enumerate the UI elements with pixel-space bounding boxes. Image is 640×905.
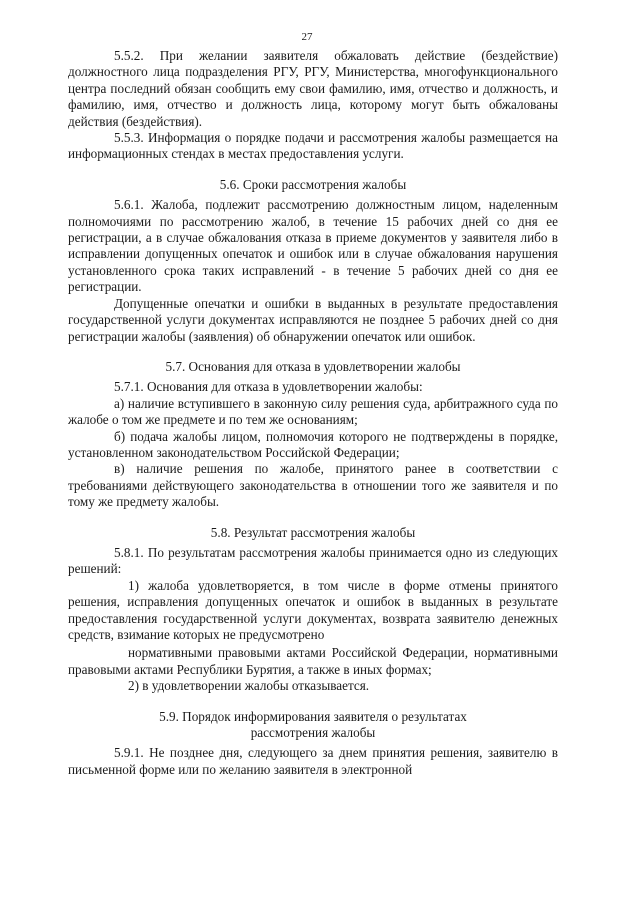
heading-5-6: 5.6. Сроки рассмотрения жалобы xyxy=(219,176,407,192)
list-item-5-7-v: в) наличие решения по жалобе, принятого ранее в соответствии с требованиями действующего законодательства в отношении того же заявителя и по тому же предмету жалобы. xyxy=(68,461,558,510)
heading-5-8: 5.8. Результат рассмотрения жалобы xyxy=(210,524,416,540)
document-page xyxy=(68,30,558,778)
heading-5-7: 5.7. Основания для отказа в удовлетворении жалобы xyxy=(165,358,461,374)
paragraph-5-8-1: 5.8.1. По результатам рассмотрения жалобы принимается одно из следующих решений: xyxy=(68,544,558,577)
heading-5-9 xyxy=(68,709,558,742)
paragraph-5-6-1: 5.6.1. Жалоба, подлежит рассмотрению должностным лицом, наделенным полномочиями по рассмотрению жалоб, в течение 15 рабочих дней со дня ее регистрации, а в случае обжалования отказа в приеме документов у заявителя либо в исправлении допущенных опечаток и ошибок или в случае обжалования нарушения установленного срока таких исправлений - в течение 5 рабочих дней со дня ее регистрации. xyxy=(68,197,558,295)
paragraph-5-9-1: 5.9.1. Не позднее дня, следующего за днем принятия решения, заявителю в письменной форме или по желанию заявителя в электронной xyxy=(68,745,558,777)
heading-5-9-line1: 5.9. Порядок информирования заявителя о результатах xyxy=(159,708,467,724)
paragraph-5-5-2: 5.5.2. При желании заявителя обжаловать действие (бездействие) должностного лица подразделения РГУ, РГУ, Министерства, многофункционального центра последний обязан сообщить ему свои фамилию, имя, отчество и должность, и фамилию, имя, отчество и должность лица, которому могут быть обжалованы действия (бездействия). xyxy=(68,48,558,129)
list-item-5-8-1-1: 1) жалоба удовлетворяется, в том числе в форме отмены принятого решения, исправления допущенных опечаток и ошибок в выданных в результате предоставления государственной услуги документах, возврата заявителю денежных средств, взимание которых не предусмотрено xyxy=(68,577,558,642)
paragraph-5-7-1: 5.7.1. Основания для отказа в удовлетворении жалобы: xyxy=(114,379,423,395)
paragraph-5-6-errors: Допущенные опечатки и ошибки в выданных в результате предоставления государственной услуги документах исправляются не позднее 5 рабочих дней со дня регистрации жалобы (заявления) об обнаружении опечаток или ошибок. xyxy=(68,295,558,344)
list-item-5-8-1-2: 2) в удовлетворении жалобы отказывается. xyxy=(128,678,370,694)
list-item-5-7-a: а) наличие вступившего в законную силу решения суда, арбитражного суда по жалобе о том же предмете и по тем же основаниям; xyxy=(68,395,558,428)
heading-5-9-line2: рассмотрения жалобы xyxy=(250,725,376,741)
page-number: 27 xyxy=(301,31,313,43)
list-item-5-8-1-1-continued: нормативными правовыми актами Российской Федерации, нормативными правовыми актами Республики Бурятия, а также в иных формах; xyxy=(68,645,558,677)
paragraph-5-5-3: 5.5.3. Информация о порядке подачи и рассмотрения жалобы размещается на информационных стендах в местах предоставления услуги. xyxy=(68,130,558,162)
list-item-5-7-b: б) подача жалобы лицом, полномочия которого не подтверждены в порядке, установленном законодательством Российской Федерации; xyxy=(68,428,558,460)
